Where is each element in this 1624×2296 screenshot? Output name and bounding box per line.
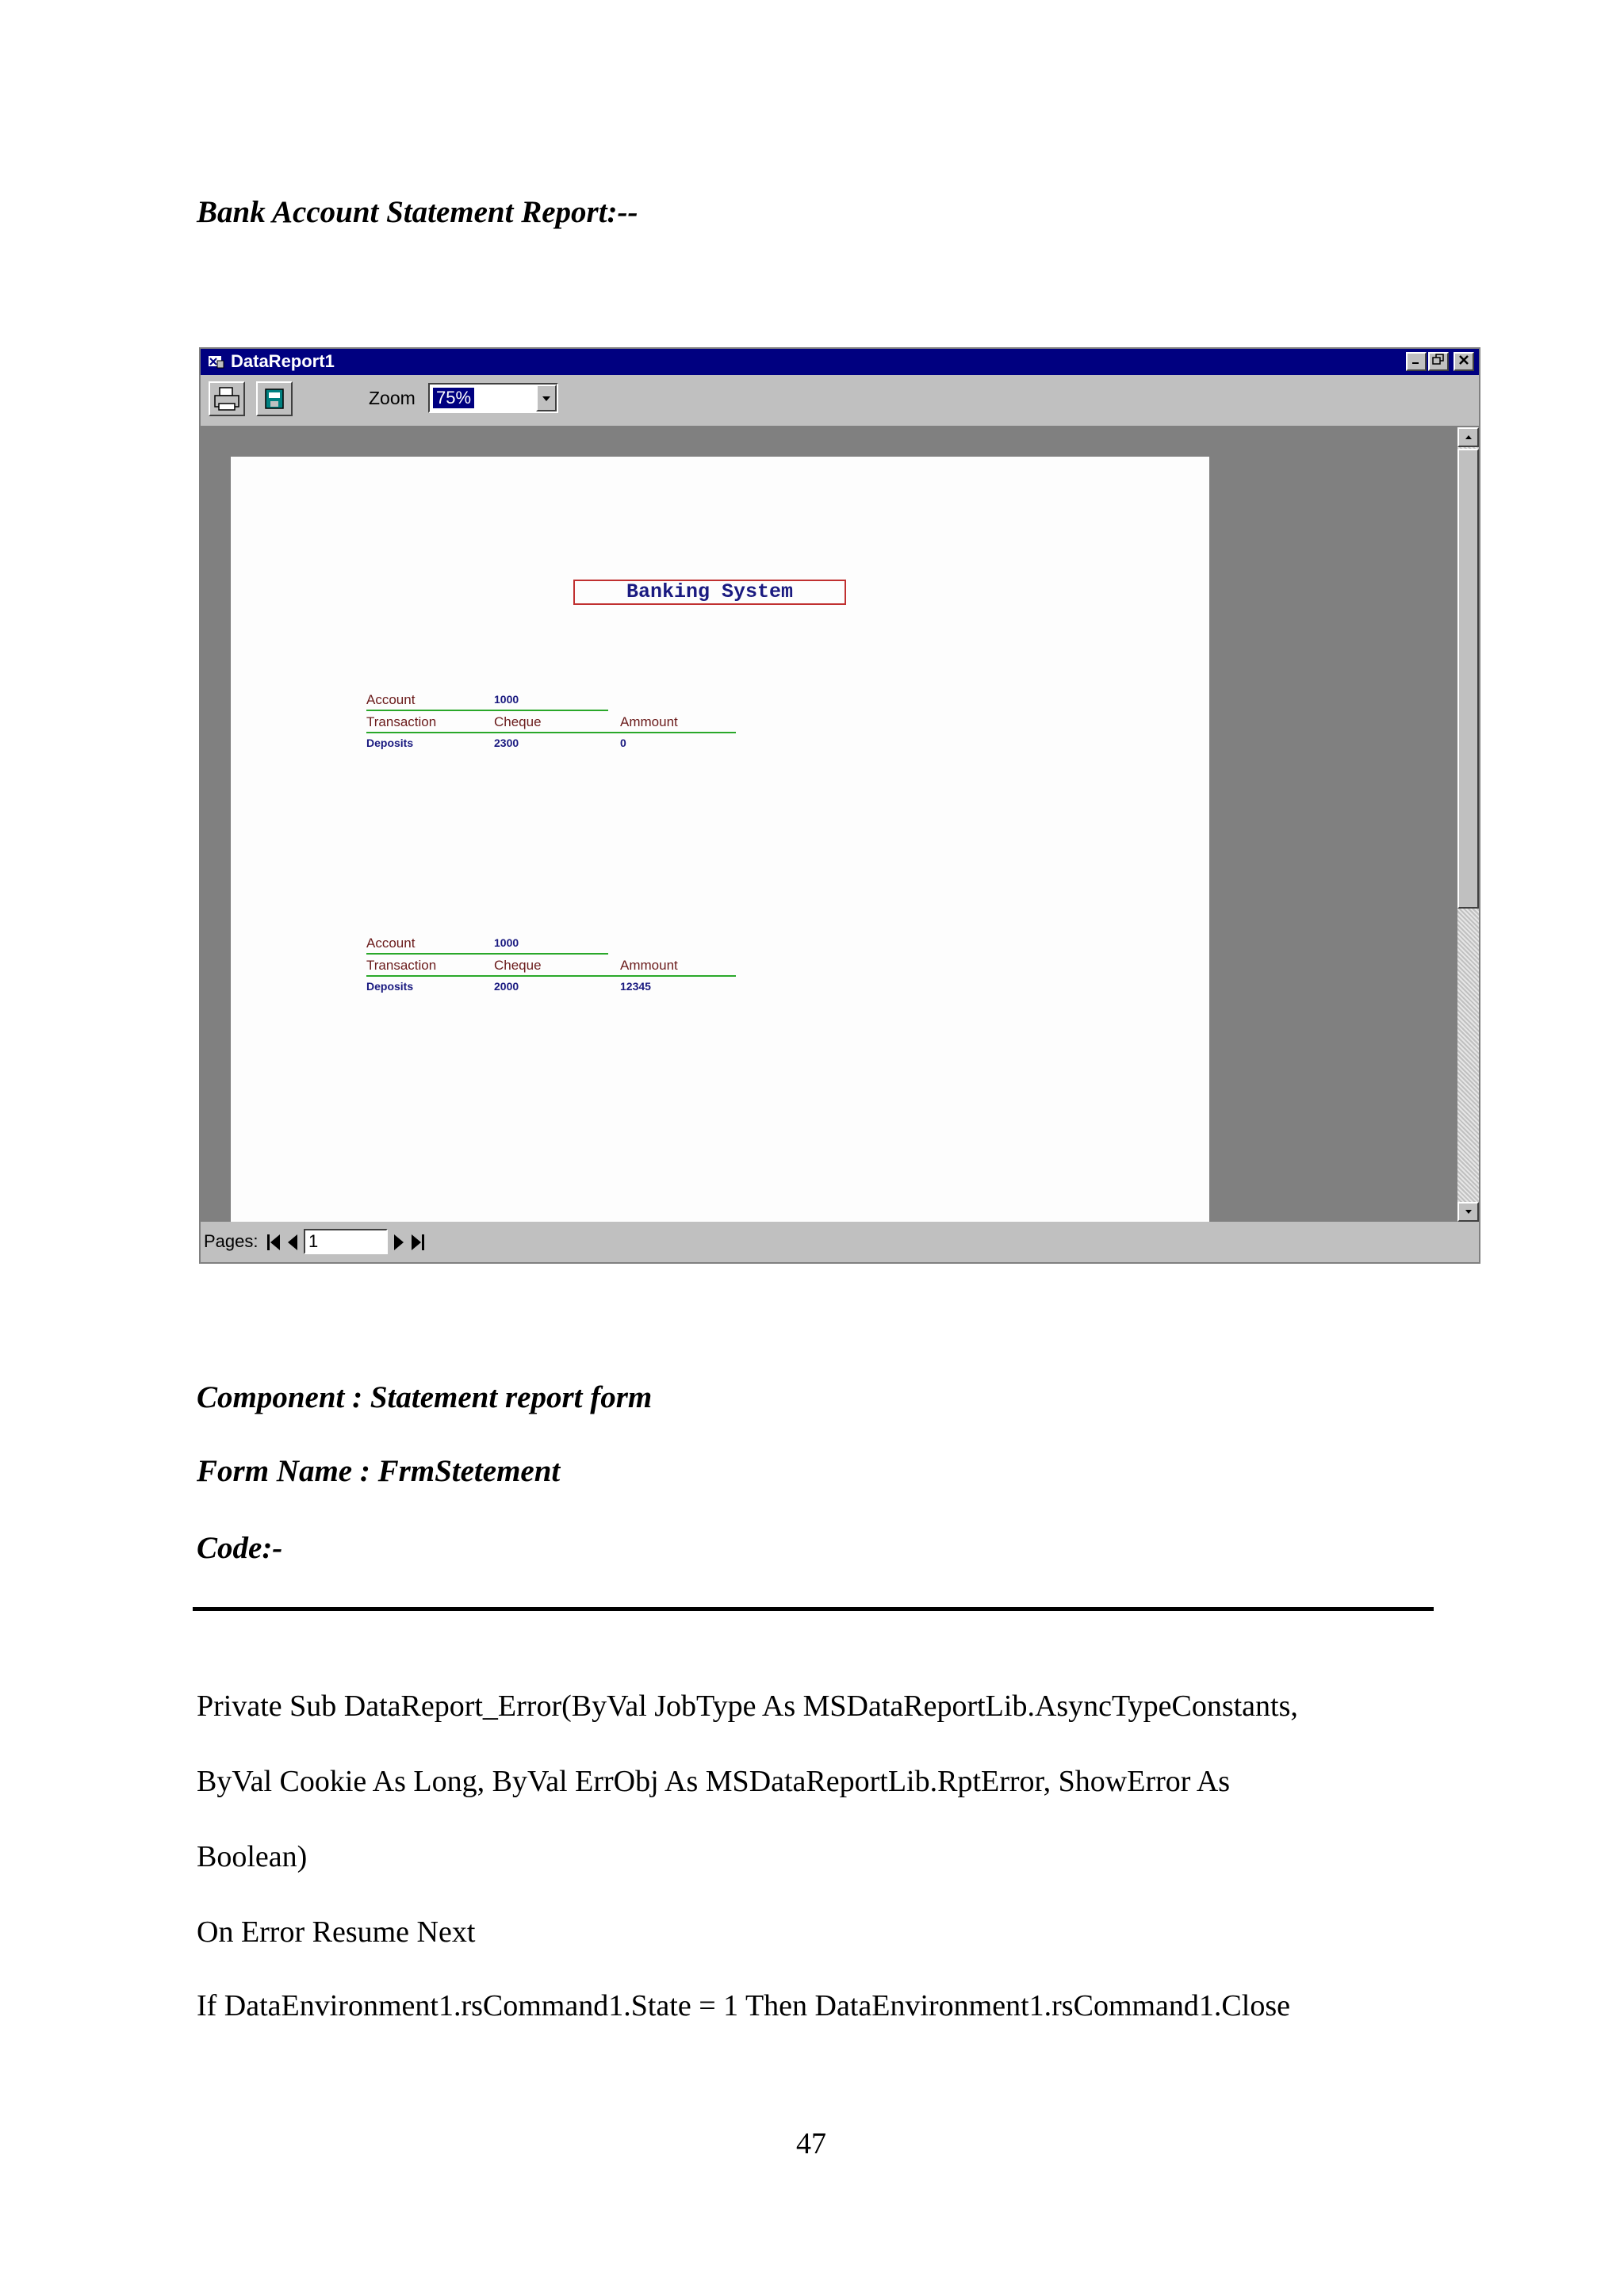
next-page-icon[interactable]: [389, 1230, 408, 1255]
code-heading: Code:-: [197, 1531, 283, 1565]
horizontal-rule: [193, 1607, 1434, 1611]
close-icon: [1458, 354, 1469, 365]
cheque-label: Cheque: [494, 958, 542, 973]
page-number: 47: [796, 2127, 826, 2160]
rule-line: [366, 953, 608, 955]
datareport-window: [199, 347, 1480, 1264]
chevron-up-icon: [1465, 434, 1473, 440]
restore-icon: [1432, 354, 1445, 366]
transaction-label: Transaction: [366, 958, 437, 973]
code-line: If DataEnvironment1.rsCommand1.State = 1 Then DataEnvironment1.rsCommand1.Close: [197, 1989, 1290, 2022]
app-icon: [207, 354, 224, 369]
account-value: 1000: [494, 693, 519, 706]
toolbar: [201, 375, 1479, 427]
chevron-down-icon: [542, 396, 551, 402]
account-value: 1000: [494, 936, 519, 949]
code-line: ByVal Cookie As Long, ByVal ErrObj As MSDataReportLib.RptError, ShowError As: [197, 1765, 1231, 1798]
export-icon: [258, 383, 291, 415]
account-label: Account: [366, 692, 416, 707]
first-page-icon[interactable]: [264, 1230, 283, 1255]
cheque-value: 2300: [494, 737, 519, 749]
form-name-heading: Form Name : FrmStetement: [197, 1454, 561, 1488]
zoom-dropdown-button[interactable]: [536, 385, 557, 411]
title-bar[interactable]: [201, 349, 1479, 375]
account-label: Account: [366, 936, 416, 951]
cheque-value: 2000: [494, 980, 519, 993]
minimize-button[interactable]: [1406, 352, 1427, 371]
minimize-icon: [1411, 354, 1422, 365]
close-button[interactable]: [1454, 352, 1474, 371]
page-heading: Bank Account Statement Report:--: [197, 195, 638, 229]
print-icon: [210, 383, 243, 415]
rule-line: [366, 732, 736, 733]
export-button[interactable]: [256, 381, 293, 416]
report-page: [231, 457, 1209, 1222]
zoom-label: Zoom: [369, 388, 416, 408]
transaction-label: Transaction: [366, 714, 437, 729]
prev-page-icon[interactable]: [283, 1230, 302, 1255]
scroll-up-button[interactable]: [1457, 427, 1479, 447]
ammount-label: Ammount: [620, 714, 678, 729]
cheque-label: Cheque: [494, 714, 542, 729]
restore-button[interactable]: [1428, 352, 1449, 371]
deposits-label: Deposits: [366, 737, 414, 749]
status-bar: [201, 1222, 1479, 1262]
ammount-value: 12345: [620, 980, 651, 993]
vertical-scrollbar[interactable]: [1457, 427, 1479, 1222]
zoom-value: 75%: [433, 388, 474, 408]
scroll-down-button[interactable]: [1457, 1202, 1479, 1222]
ammount-value: 0: [620, 737, 626, 749]
ammount-label: Ammount: [620, 958, 678, 973]
code-line: Boolean): [197, 1840, 308, 1873]
rule-line: [366, 975, 736, 977]
page-number-input[interactable]: 1: [304, 1229, 388, 1254]
pages-label: Pages:: [204, 1231, 259, 1251]
deposits-label: Deposits: [366, 980, 414, 993]
last-page-icon[interactable]: [408, 1230, 427, 1255]
code-line: Private Sub DataReport_Error(ByVal JobType As MSDataReportLib.AsyncTypeConstants,: [197, 1689, 1298, 1723]
report-title: Banking System: [573, 580, 846, 605]
report-viewport: [201, 427, 1457, 1222]
print-button[interactable]: [209, 381, 245, 416]
zoom-select[interactable]: [428, 383, 558, 413]
rule-line: [366, 710, 608, 711]
chevron-down-icon: [1465, 1209, 1473, 1215]
window-title: DataReport1: [231, 351, 335, 371]
code-line: On Error Resume Next: [197, 1915, 476, 1949]
component-heading: Component : Statement report form: [197, 1380, 653, 1414]
scroll-thumb[interactable]: [1457, 449, 1479, 909]
